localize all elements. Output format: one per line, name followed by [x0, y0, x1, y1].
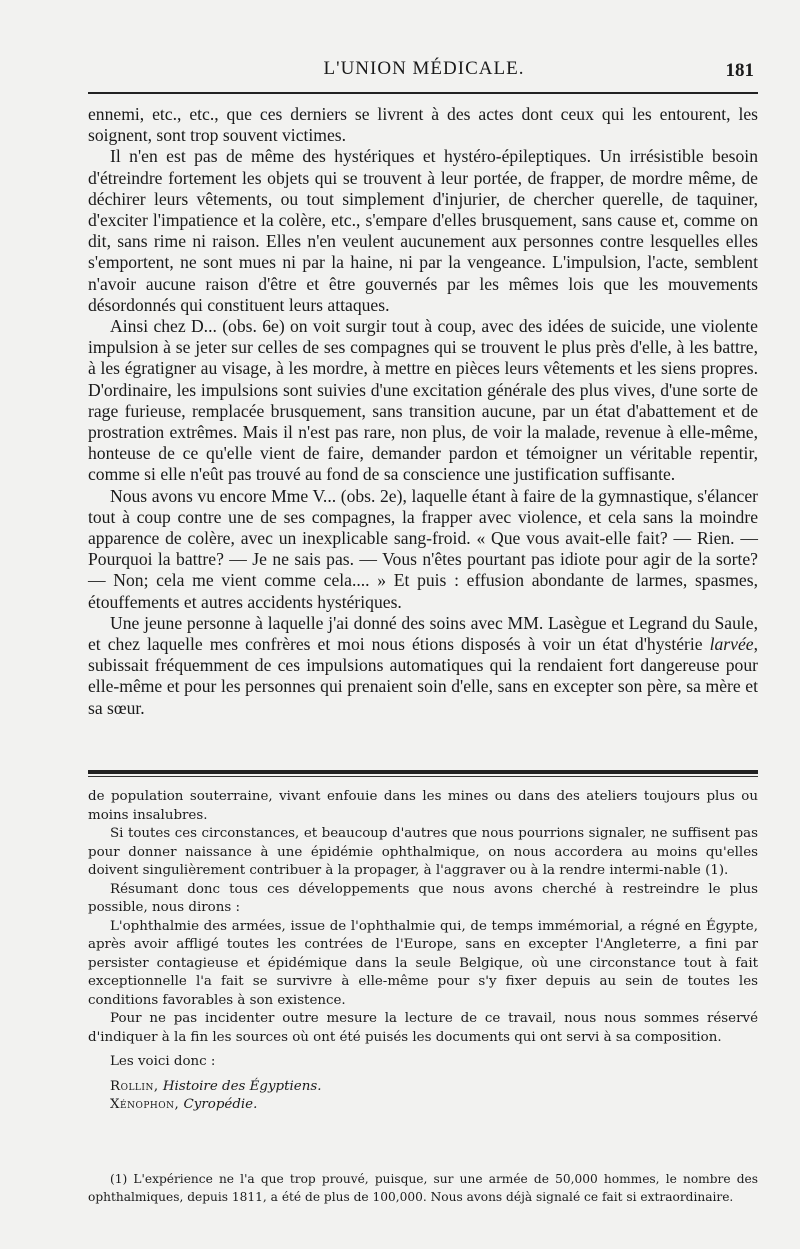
footnote	[88, 1170, 758, 1206]
feuilleton-paragraph-2: Si toutes ces circonstances, et beaucoup d'autres que nous pourrions signaler, ne suffisent pas pour donner naissance à une épidémie ophthalmique, on nous accordera au moins qu'elles doivent singulièrement contribuer à la propager, à l'aggraver ou à la rendre intermi-nable (1).	[88, 826, 758, 878]
header-rule	[88, 92, 758, 94]
paragraph-jeune-personne	[88, 613, 758, 719]
emphasis-larvee: larvée	[709, 634, 754, 655]
feuilleton-paragraph-6: Les voici donc :	[110, 1054, 216, 1069]
paragraph-hysteriques: Il n'en est pas de même des hystériques et hystéro-épileptiques. Un irrésistible besoin d'étreindre fortement les objets qui se trouvent à leur portée, de frapper, de mordre même, de déchirer leurs vêtements, ou tout simplement d'injurier, de chercher querelle, de taquiner, d'exciter l'impatience et la colère, etc., s'empare d'elles brusquement, sans cause et, comme on dit, sans rime ni raison. Elles n'en veulent aucunement aux personnes contre lesquelles elles s'emportent, ne sont mues ni par la haine, ni par la vengeance. L'impulsion, l'acte, semblent n'avoir aucune raison d'être et être gouvernés par les mêmes lois que les mouvements désordonnés qui constituent leurs attaques.	[88, 146, 758, 315]
reference-2	[88, 1096, 758, 1115]
paragraph-observation-v: Nous avons vu encore Mme V... (obs. 2e), laquelle étant à faire de la gymnastique, s'élancer tout à coup contre une de ses compagnes, la frapper avec violence, et cela sans la moindre apparence de colère, avec un inexplicable sang-froid. « Que vous avait-elle fait? — Rien. — Pourquoi la battre? — Je ne sais pas. — Vous n'êtes pourtant pas idiote pour agir de la sorte? — Non; cela me vient comme cela.... » Et puis : effusion abondante de larmes, spasmes, étouffements et autres accidents hystériques.	[88, 485, 758, 612]
paragraph-jeune-personne-text-b: , subissait fréquemment de ces impulsions automatiques qui la rendaient fort dangereuse pour elle-même et pour les personnes qui prenaient soin d'elle, sans en excepter son père, sa mère et sa sœur.	[88, 634, 758, 718]
reference-1-author: Rollin,	[110, 1078, 159, 1094]
paragraph-observation-d: Ainsi chez D... (obs. 6e) on voit surgir tout à coup, avec des idées de suicide, une violente impulsion à se jeter sur celles de ses compagnes qui se trouvent le plus près d'elle, à les battre, à les égratigner au visage, à les mordre, à mettre en pièces leurs vêtements et les siens propres. D'ordinaire, les impulsions sont suivies d'une excitation générale des plus vives, d'une sorte de rage furieuse, remplacée brusquement, sans transition aucune, par un état d'abattement et de prostration extrêmes. Mais il n'est pas rare, non plus, de voir la malade, revenue à elle-même, honteuse de ce qu'elle vient de faire, demander pardon et témoigner un véritable repentir, comme si elle n'eût pas trouvé au fond de sa conscience une justification suffisante.	[88, 316, 758, 485]
paragraph-jeune-personne-text-a: Une jeune personne à laquelle j'ai donné des soins avec MM. Lasègue et Legrand du Saule, et chez laquelle mes confrères et moi nous étions disposés à voir un état d'hystérie	[88, 612, 758, 655]
feuilleton-text	[88, 788, 758, 1115]
paragraph-continuation: ennemi, etc., etc., que ces derniers se livrent à des actes dont ceux qui les entourent, les soignent, sont trop souvent victimes.	[88, 104, 758, 146]
feuilleton-paragraph-3: Résumant donc tous ces développements que nous avons cherché à restreindre le plus possible, nous dirons :	[88, 881, 758, 915]
reference-2-title: Cyropédie.	[183, 1097, 258, 1112]
running-title: L'UNION MÉDICALE.	[323, 58, 525, 79]
section-rule-thick	[88, 770, 758, 774]
feuilleton-paragraph-5: Pour ne pas incidenter outre mesure la lecture de ce travail, nous nous sommes réservé d'indiquer à la fin les sources où ont été puisés les documents qui ont servi à sa composition.	[88, 1011, 758, 1045]
page-number: 181	[725, 60, 754, 81]
feuilleton-paragraph-1: de population souterraine, vivant enfouie dans les mines ou dans des ateliers toujours plus ou moins insalubres.	[88, 789, 758, 823]
page-header	[88, 58, 760, 88]
reference-1	[88, 1078, 758, 1097]
main-text	[88, 104, 758, 719]
reference-1-title: Histoire des Égyptiens.	[162, 1078, 322, 1094]
feuilleton-paragraph-4: L'ophthalmie des armées, issue de l'ophthalmie qui, de temps immémorial, a régné en Égypte, après avoir affligé toutes les contrées de l'Europe, sans en excepter l'Angleterre, a fini par persister contagieuse et épidémique dans la seule Belgique, où une circonstance tout à fait exceptionnelle l'a fait se survivre à elle-même pour s'y fixer depuis au sein de toutes les conditions favorables à son existence.	[88, 918, 758, 1008]
section-rule-thin	[88, 776, 758, 777]
reference-2-author: Xénophon,	[110, 1097, 180, 1112]
footnote-text: (1) L'expérience ne l'a que trop prouvé, puisque, sur une armée de 50,000 hommes, le nombre des ophthalmiques, depuis 1811, a été de plus de 100,000. Nous avons déjà signalé ce fait si extraordinaire.	[88, 1172, 758, 1204]
